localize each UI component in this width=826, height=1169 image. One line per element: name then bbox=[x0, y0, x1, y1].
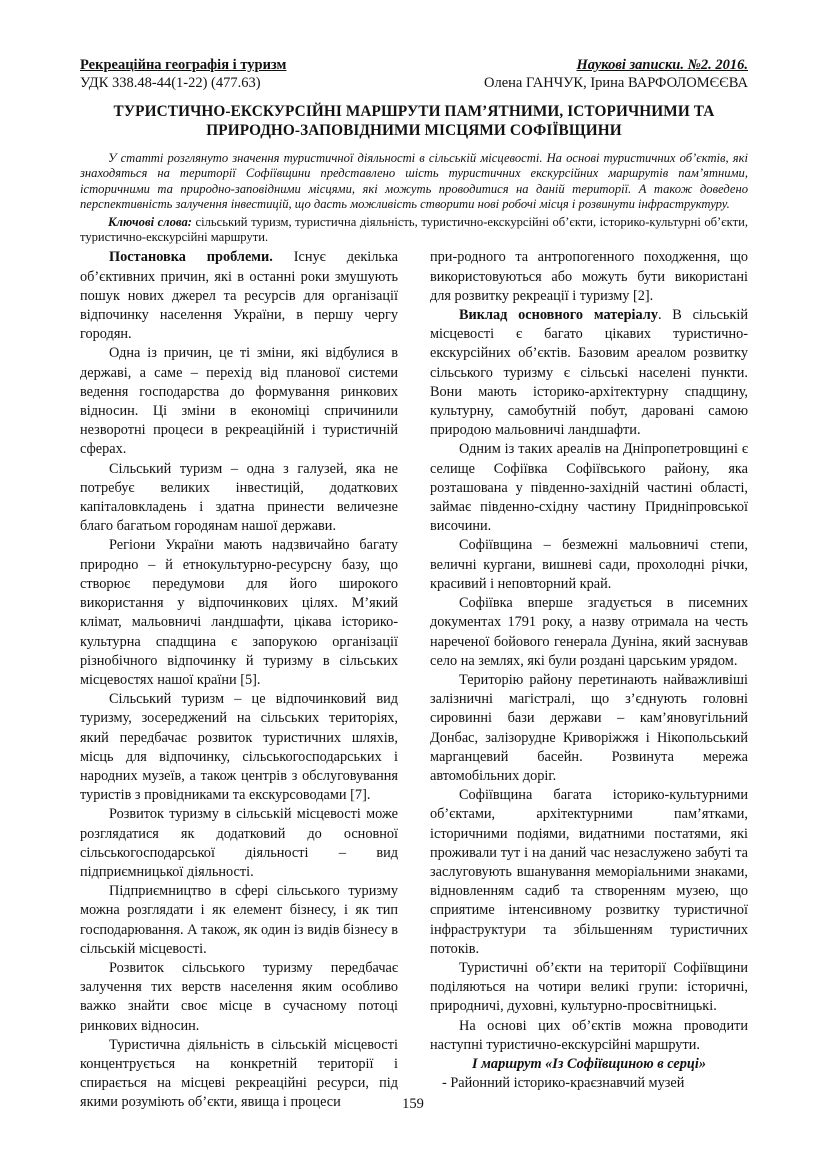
udc-code: УДК 338.48-44(1-22) (477.63) bbox=[80, 75, 261, 91]
paragraph bbox=[80, 248, 398, 344]
page-number: 159 bbox=[402, 1096, 424, 1112]
journal-section: Рекреаційна географія і туризм bbox=[80, 57, 287, 73]
authors: Олена ГАНЧУК, Ірина ВАРФОЛОМЄЄВА bbox=[484, 75, 748, 91]
article-page bbox=[80, 56, 748, 1113]
paragraph: Одна із причин, це ті зміни, які відбулися в державі, а саме – перехід від планової системи ведення господарства до формування ринкових відносин. Ці зміни в економіці спричинили незворотні процеси в рекреаційній і туристичній сферах. bbox=[80, 345, 398, 458]
paragraph-text: Існує декілька об’єктивних причин, які в останні роки змушують пошук нових джерел та ресурсів для організації відпочинку населення України, в першу чергу городян. bbox=[80, 249, 398, 343]
list-item: - Районний історико-краєзнавчий музей bbox=[442, 1075, 685, 1092]
paragraph: Туристична діяльність в сільській місцевості концентрується на конкретній території і спирається на місцеві рекреаційні ресурси, під якими розуміють об’єкти, явища і процеси bbox=[80, 1036, 398, 1111]
paragraph: Сільський туризм – одна з галузей, яка не потребує великих інвестицій, додаткових капіталовкладень і здатна принести величезне благо багатьом городянам нашої держави. bbox=[80, 460, 398, 535]
section-heading: Виклад основного матеріалу bbox=[459, 307, 658, 324]
keywords-label: Ключові слова: bbox=[108, 214, 192, 229]
paragraph: Територію району перетинають найважливіші залізничні магістралі, що з’єднують головні сировинні бази держави – кам’яновугільний Донбас, залізорудне Криворіжжя і Нікопольський марганцевий басейн. Розвинута мережа автомобільних доріг. bbox=[430, 671, 748, 784]
paragraph: На основі цих об’єктів можна проводити наступні туристично-екскурсійні маршрути. bbox=[430, 1017, 748, 1053]
paragraph: Софіївщина багата історико-культурними об’єктами, архітектурними пам’ятками, історичними подіями, видатними постатями, які проживали тут і на даний час незаслужено забуті та заслуговують вшанування меморіальними знаками, відновленням садиб та створенням музею, що сприятиме інтенсивному розвитку туристичної інфраструктури та збільшенням туристичних потоків. bbox=[430, 787, 748, 957]
paragraph: Розвиток туризму в сільській місцевості може розглядатися як додатковий до основної сільськогосподарської діяльності – вид підприємницької діяльності. bbox=[80, 806, 398, 880]
paragraph: Одним із таких ареалів на Дніпропетровщині є селище Софіївка Софіївського району, яка розташована у південно-західній частині області, займає південно-східну частину Придніпровської височини. bbox=[430, 441, 748, 535]
paragraph: Сільський туризм – це відпочинковий вид туризму, зосереджений на сільських територіях, який передбачає розвиток туристичних шляхів, місць для відпочинку, сільськогосподарських і народних музеїв, а також центрів з обслуговування туристів з провідниками та екскурсоводами [7]. bbox=[80, 691, 398, 804]
article-title: ТУРИСТИЧНО-ЕКСКУРСІЙНІ МАРШРУТИ ПАМ’ЯТНИМИ, ІСТОРИЧНИМИ ТА ПРИРОДНО-ЗАПОВІДНИМИ МІСЦЯМИ СОФІЇВЩИНИ bbox=[113, 103, 715, 139]
keywords bbox=[80, 215, 748, 246]
paragraph: Софіївщина – безмежні мальовничі степи, величні кургани, вишневі сади, прохолодні річки, красивий і неповторний край. bbox=[430, 537, 748, 592]
paragraph: Розвиток сільського туризму передбачає залучення тих верств населення яким особливо важко знайти своє місце в сучасному потоці ринкових відносин. bbox=[80, 959, 398, 1034]
paragraph: Туристичні об’єкти на території Софіївщини поділяються на чотири великі групи: історичні, природничі, духовні, культурно-просвітницькі. bbox=[430, 959, 748, 1015]
paragraph: Регіони України мають надзвичайно багату природно – й етнокультурно-ресурсну базу, що створює передумови для його широкого використання у відпочинкових цілях. М’який клімат, мальовничі ландшафти, цікава історико-культурна спадщина є запорукою організації різнобічного відпочинку й туризму в сільських місцевостях нашої країни [5]. bbox=[80, 537, 398, 688]
route-heading: I маршрут «Із Софіївщиною в серці» bbox=[472, 1055, 706, 1072]
abstract: У статті розглянуто значення туристичної діяльності в сільській місцевості. На основі туристичних об’єктів, які знаходяться на території Софіївщини представлено шість туристичних екскурсійних маршрутів пам’ятними, історичними та природно-заповідними місцями, які можуть проводитися на даній території. А також доведено перспективність залучення інвестицій, що дасть можливість створити нові робочі місця і розвинути інфраструктуру. bbox=[80, 151, 748, 212]
running-header bbox=[80, 56, 748, 74]
right-column bbox=[430, 248, 748, 1112]
paragraph: Софіївка вперше згадується в писемних документах 1791 року, а назву отримала на честь нареченої бойового генерала Дуніна, який заснував село на землях, які були роздані царським урядом. bbox=[430, 595, 748, 669]
paragraph: Підприємництво в сфері сільського туризму можна розглядати і як елемент бізнесу, і як тип господарювання. А також, як один із видів бізнесу в сільській місцевості. bbox=[80, 883, 398, 957]
paragraph: при-родного та антропогенного походження, що використовуються або можуть бути використані для розвитку рекреації і туризму [2]. bbox=[430, 249, 748, 304]
section-heading: Постановка проблеми. bbox=[109, 249, 273, 266]
body-columns bbox=[80, 248, 748, 1112]
paragraph-text: . В сільській місцевості є багато цікавих туристично-екскурсійних об’єктів. Базовим ареалом розвитку сільського туризму є сільські населені пункти. Вони мають історико-архітектурну спадщину, культурну, самобутній побут, даровані самою природою мальовничі ландшафти. bbox=[430, 307, 748, 439]
left-column bbox=[80, 248, 398, 1112]
journal-issue: Наукові записки. №2. 2016. bbox=[576, 57, 748, 73]
keywords-text: сільський туризм, туристична діяльність, туристично-екскурсійні об’єкти, історико-культурні об’єкти, туристично-екскурсійні маршрути. bbox=[80, 214, 748, 245]
paragraph bbox=[430, 306, 748, 440]
article-meta bbox=[80, 74, 748, 92]
